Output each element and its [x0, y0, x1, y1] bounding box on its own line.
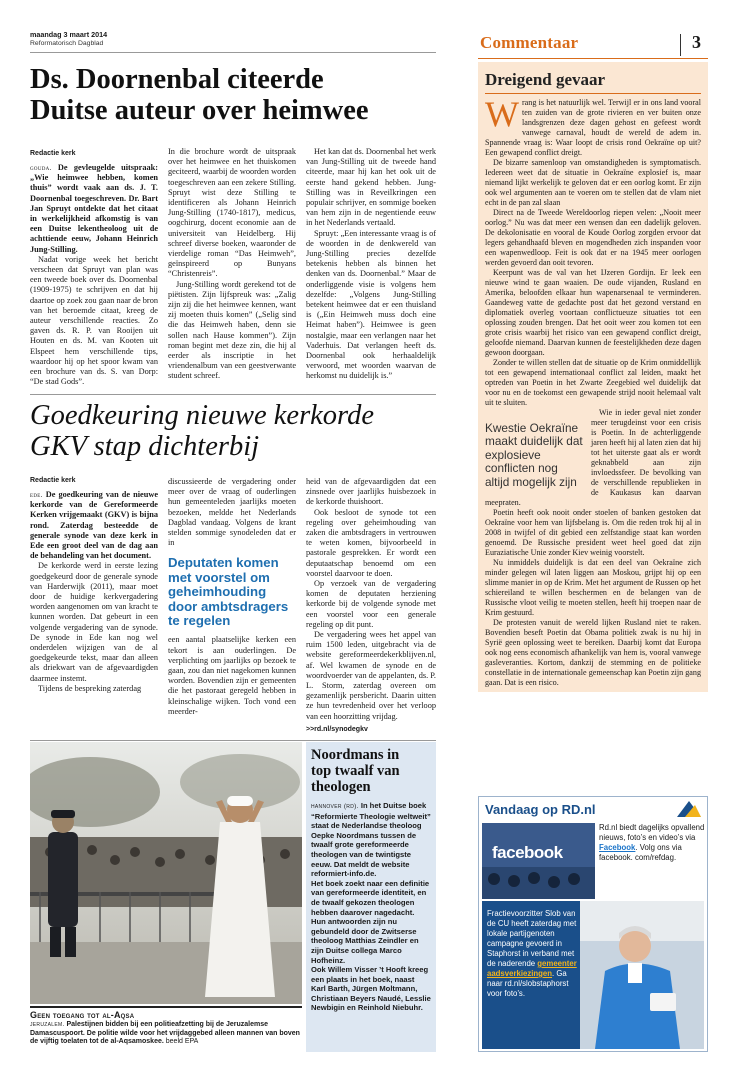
article1-lead: De gevleugelde uitspraak: „Wie heimwee hebben, komen thuis” wordt vaak aan ds. J. T. Doornenbal toegeschreven. Dr. Bart Jan Spruyt ontdekte dat het citaat in werkelijkheid afkomstig is van een Duitse lekentheoloog uit de achttiende eeuw, Johann Heinrich Jung-Stilling.	[30, 163, 158, 254]
editorial-p5: Zonder te willen stellen dat de situatie op de Krim onmiddellijk tot een gewapend internationaal conflict zal leiden, maakt het optreden van Poetin in het Zwarte Zeegebied wel duidelijk dat voor nu en de toekomst een gewapende strijd nooit helemaal valt uit te sluiten.	[485, 358, 701, 407]
article2-col2-p2: een aantal plaatselijke kerken een tekort is aan ouderlingen. De verplichting om jaarlijks op bezoek te gaan, zou dan niet nagekomen kunnen worden. Bovendien zijn er gemeenten die het pastoraat geregeld hebben in kleinschalige wijken. Toch vond een meerder-	[168, 635, 296, 716]
article2-headline-line1: Goedkeuring nieuwe kerkorde	[30, 400, 374, 431]
masthead-divider	[680, 34, 681, 56]
article1-col2	[168, 147, 296, 382]
sidebar-headline-line2: top twaalf van	[311, 763, 400, 779]
section-title: Commentaar	[480, 33, 579, 52]
rd-box-title: Vandaag op RD.nl	[485, 802, 596, 817]
editorial-body	[485, 94, 701, 688]
sidebar-headline	[311, 747, 431, 795]
photo-caption-dateline: jeruzalem.	[30, 1021, 65, 1028]
rd-box	[478, 796, 708, 1052]
news-photo	[30, 742, 302, 1004]
crowd-silhouette	[482, 867, 595, 899]
article2-col3-p2: Ook besloot de synode tot een regeling over geheimhouding van zaken die ambtsdragers in vertrouwen te weten komen, bijvoorbeeld in pastorale gesprekken. Er wordt een deputaatschap benoemd om een voorstel daarvoor te doen.	[306, 507, 436, 578]
photo-caption-body	[30, 1021, 302, 1047]
article1-col3-p1: Het kan dat ds. Doornenbal het werk van Jung-Stilling uit de tweede hand citeerde, maar hij kan het ook uit de eerste hand gekend hebben. Jung-Stilling was in Reveilkringen een populair schrijver, en sommige boeken van hem zijn in de negentiende eeuw in het Nederlands vertaald.	[306, 147, 436, 228]
article2-col3-p3: Op verzoek van de vergadering komen de deputaten herziening kerkorde bij de volgende synode met een voorstel voor een generale regeling op dit punt.	[306, 579, 436, 629]
editorial-p3: Direct na de Tweede Wereldoorlog riepen velen: „Nooit meer oorlog.” Nu was dat meer een wensen dan een dadelijk geloven. De dekolonisatie en vooral de Koude Oorlog zorgden ervoor dat legers gehandhaafd bleven en mogendheden zich inspanden voor een wapenwedloop. Feit is ook dat er na 1945 meer oorlogen werden gevoerd dan ooit tevoren.	[485, 208, 701, 267]
sidebar-p2: Het boek zoekt naar een definitie van gereformeerde identiteit, en de twaalf gekozen theologen hebben daarover nagedacht. Hun antwoorden zijn nu gebundeld door de Zwitserse theoloog Matthias Zeindler en zijn Duitse collega Marco Hofheinz.	[311, 878, 430, 965]
article1-col3-p2: Spruyt: „Een interessante vraag is of de woorden in de denkwereld van Jung-Stilling precies dezelfde betekenis hebben als binnen het denken van ds. Doornenbal.” Maar de onderliggende visie is volgens hem dezelfde: „Volgens Jung-Stilling betekent heimwee dat er een thuisland is („Ein Heimweh muss doch eine Heimat haben”). Heimwee is geen nostalgie, maar een verlangen naar het Vaderhuis. Dat verlangen heeft ds. Doornenbal ook herhaaldelijk verwoord, met woorden waarvan de herkomst nu duidelijk is.”	[306, 228, 436, 381]
article2-col1-p2: De kerkorde werd in eerste lezing goedgekeurd door de generale synode van Harderwijk (2011), maar moet door de huidige kerkvergadering worden aangenomen om van kracht te kunnen worden. Dat gebeurt in een volgende vergadering van de synode. De synode in Ede kan nog wel onderdelen wijzigen van de al goedgekeurde tekst, maar dan alleen als driekwart van de afgevaardigden daarmee instemt.	[30, 561, 158, 683]
prayer-scene-illustration	[30, 742, 302, 1004]
article1-col1-p2: Nadat vorige week het bericht verscheen dat Spruyt van plan was een tweede boek over ds. Doornenbal (1909-1975) te schrijven en dat hij daartoe op zoek zou gaan naar de bron van het beroemde citaat, kreeg de auteur verschillende reacties. Zo gaven ds. R. P. van Rooijen uit Houten en ds. M. van Kooten uit Elspeet hem verschillende tips, waardoor hij op het spoor kwam van een brochure van ds. S. van Dorp: “De stad Gods”.	[30, 254, 158, 387]
rd-story-post: . Ga naar rd.nl/slobstaphorst voor foto’s.	[487, 969, 569, 998]
photo-caption-text: Palestijnen bidden bij een politieafzetting bij de Jeruzalemse Damascuspoort. De politie wilde voor het vrijdaggebed alleen mannen van boven de vijftig toelaten tot de al-Aqsamoskee.	[30, 1021, 300, 1046]
editorial-pullquote: Kwestie Oekraïne maakt duidelijk dat explosieve conflicten nog altijd mogelijk zijn	[485, 421, 583, 489]
article2-col1	[30, 490, 158, 694]
page-number: 3	[692, 32, 701, 52]
sidebar-p3: Ook Willem Visser ’t Hooft kreeg een plaats in het boek, naast Karl Barth, Jürgen Moltmann, Christiaan Beyers Naudé, Lesslie Newbigin en Reinhold Niebuhr.	[311, 965, 431, 1013]
sidebar-headline-line1: Noordmans in	[311, 747, 400, 763]
article2-col3-p1: heid van de afgevaardigden dat een zinsnede over jaarlijks huisbezoek in de kerkorde thuishoort.	[306, 477, 436, 507]
editorial-dropcap: W	[485, 94, 519, 134]
editorial-p9: De protesten vanuit de wereld lijken Rusland niet te raken. Bovendien beseft Poetin dat Obama politiek zwak is nu hij in Syrië geen oplossing weet te bereiken. Daarbij komt dat Europa ook nog eens economisch afhankelijk van hem is, vooral vanwege gasleveranties. Kortom, dankzij de stemming en de politieke constellatie in de internationale gemeenschap kan Poetin zijn gang gaan. Dat is een risico.	[485, 618, 701, 687]
facebook-logo-text: facebook	[492, 843, 563, 862]
article1-col1	[30, 163, 158, 387]
rd-story-text	[487, 909, 577, 999]
editorial-p4: Keerpunt was de val van het IJzeren Gordijn. Er leek een nieuwe wind te gaan waaien. De oude vijanden, Rusland en Amerika, beloofden elkaar hun wapenarsenaal te verminderen. Gaandeweg vatte de gedachte post dat het gezond verstand en diplomatiek overleg voortaan conflictueuze situaties tot een oplossing zouden brengen. Dat het ooit weer zou komen tot een grote crisis waarbij het risico van een gewapend conflict dreigt, geloofde niemand. Daarvan kunnen de feestelijkheden deze dagen gewoon doorgaan.	[485, 268, 701, 357]
article2-bottom-rule	[30, 740, 436, 741]
article2-col3	[306, 477, 436, 735]
rd-story-pre: Fractievoorzitter Slob van de CU heeft zaterdag met lokale partijgenoten campagne gevoerd in Staphorst in verband met de naderende	[487, 909, 577, 968]
article1-headline-line2: Duitse auteur over heimwee	[30, 95, 369, 126]
article2-col1-p3: Tijdens de bespreking zaterdag	[38, 683, 142, 693]
sidebar-body	[311, 801, 431, 1013]
article1-col2-p1: In die brochure wordt de uitspraak over het heimwee en het thuiskomen geciteerd, waarbij de woorden worden toegeschreven aan een zekere Stilling. Spruyt wist deze Stilling te identificeren als Johann Heinrich Jung-Stilling (1740-1817), medicus, oogchirurg, docent economie aan de universiteit van Heidelberg. Hij schreef diverse boeken, waaronder de vierdelige roman “Das Heimweh”, geïnspireerd op Bunyans “Christenreis”.	[168, 147, 296, 279]
article1-col2-p2: Jung-Stilling wordt gerekend tot de piëtisten. Zijn lijfspreuk was: „Zalig zijn zij die het heimwee kennen, want zij moeten thuis komen” („Selig sind die das Heimweh haben, denn sie sollen nach Hause kommen”). Zijn roman begint met deze zin, die hij al eerder als inscriptie in het vriendenalbum van een geestverwante student schreef.	[168, 279, 296, 381]
masthead-rule	[30, 52, 436, 53]
article2-pullquote: Deputaten komen met voorstel om geheimhouding door ambtsdragers te regelen	[168, 555, 289, 629]
article2-dateline: ede.	[30, 491, 43, 499]
editorial-p2: De bizarre samenloop van omstandigheden is symptomatisch. Iedereen weet dat de situatie in Oekraïne explosief is, maar niemand lijkt werkelijk te geloven dat er een oorlog komt. Er zijn ook wel argumenten aan te voeren om te stellen dat de vlam niet echt in de pan zal slaan	[485, 158, 701, 207]
facebook-promo-image	[482, 823, 595, 899]
article2-link[interactable]: >>rd.nl/synodegkv	[306, 725, 368, 733]
article2-col2	[168, 477, 296, 717]
article1-dateline: gouda.	[30, 164, 52, 172]
article2-headline-line2: GKV stap dichterbij	[30, 431, 260, 462]
photo-caption-title: Geen toegang tot al-Aqsa	[30, 1006, 302, 1020]
politician-photo	[580, 901, 704, 1049]
editorial-p7: Poetin heeft ook nooit onder stoelen of banken gestoken dat Oekraïne voor hem van lijfsbelang is. Om die reden trok hij al in 2008 in twijfel of dit gebied een zelfstandige staat kan worden genoemd. De Russische president weet heel goed dat zijn Euraziatische Unie zonder Kiev weinig voorstelt.	[485, 508, 701, 557]
editorial-p8: Nu inmiddels duidelijk is dat een deel van Oekraïne zich minder gelegen wil laten liggen aan Moskou, grijpt hij op een slimme manier in op de Krim. Met het argument de Russen op het schiereiland te willen beschermen en de belangen van de Russische vloot veilig te moeten stellen, heeft hij troepen naar de Krim gestuurd.	[485, 558, 701, 617]
article-divider	[30, 394, 436, 395]
editorial-title: Dreigend gevaar	[485, 70, 606, 89]
article1-col3	[306, 147, 436, 382]
article2-byline: Redactie kerk	[30, 477, 76, 484]
elections-link[interactable]: gemeenteraadsverkiezingen	[487, 959, 577, 978]
photo-caption	[30, 1006, 302, 1047]
rd-promo-pre: Rd.nl biedt dagelijks opvallend nieuws, foto’s en video’s via	[599, 823, 705, 842]
article2-lead: De goedkeuring van de nieuwe kerkorde van de Gereformeerde Kerken vrijgemaakt (GKV) is bijna rond. Zaterdag besteedde de generale synode van deze kerk in Ede een groot deel van de dag aan de behandeling van het document.	[30, 490, 158, 561]
masthead-paper: Reformatorisch Dagblad	[30, 40, 104, 47]
article1-byline: Redactie kerk	[30, 150, 76, 157]
sidebar-lead: In het Duitse boek “Reformierte Theologie weltweit” staat de Nederlandse theoloog Oepke Noordmans tussen de twaalf grote gereformeerde theologen van de twintigste eeuw. Dat meldt de website reformiert-info.de.	[311, 801, 431, 879]
masthead-rule-right	[478, 58, 708, 59]
editorial-p6: Wie in ieder geval niet zonder meer terugdeinst voor een crisis is Poetin. In de achterliggende jaren heeft hij al laten zien dat hij tot het uiterste gaat als er wordt geknabbeld aan zijn invloedssfeer. De bevolking van de verschillende republieken in de Kaukasus kan daarvan meepraten.	[485, 408, 701, 507]
article2-col2-p1: discussieerde de vergadering onder meer over de vraag of ouderlingen hun gemeenteleden jaarlijks moeten bezoeken, meldde het Nederlands Dagblad vandaag. Volgens de krant stelden sommige synodeleden dat er in	[168, 477, 296, 548]
sidebar-box	[306, 742, 436, 1052]
sidebar-dateline: hannover (rd).	[311, 803, 359, 810]
editorial-p1: rang is het natuurlijk wel. Terwijl er in ons land vooral ten zuiden van de grote rivieren en ver buiten onze landsgrenzen deze dagen gehost en gefeest wordt vanwege carnaval, houdt de wereld de adem in. Spannende vraag is: Waar loopt de crisis rond Oekraïne op uit? Een gewapend conflict dreigt.	[485, 98, 701, 157]
rd-story-panel	[482, 901, 704, 1049]
editorial-box	[478, 62, 708, 692]
editorial-title-rule	[485, 93, 701, 94]
masthead-date: maandag 3 maart 2014	[30, 30, 108, 39]
facebook-link[interactable]: Facebook	[599, 843, 636, 852]
rd-promo-post: . Volg ons via facebook. com/refdag.	[599, 843, 682, 862]
rd-logo-icon	[675, 799, 703, 819]
article1-headline-line1: Ds. Doornenbal citeerde	[30, 64, 324, 95]
rd-promo-text	[599, 823, 705, 863]
article2-headline	[30, 400, 450, 462]
article1-headline	[30, 64, 440, 126]
article2-col3-p4: De vergadering wees het appel van ruim 1500 leden, uitgebracht via de website gereformeerdekerkblijven.nl, af. Wel kwamen de synode en de woordvoerder van de appelanten, ds. P. L. Storm, zaterdag overeen om gezamenlijk persbericht. Daarin uitten ze hun tevredenheid over het verloop van een hoorzitting vrijdag.	[306, 630, 436, 721]
photo-credit: beeld EPA	[165, 1038, 199, 1046]
sidebar-headline-line3: theologen	[311, 779, 371, 795]
